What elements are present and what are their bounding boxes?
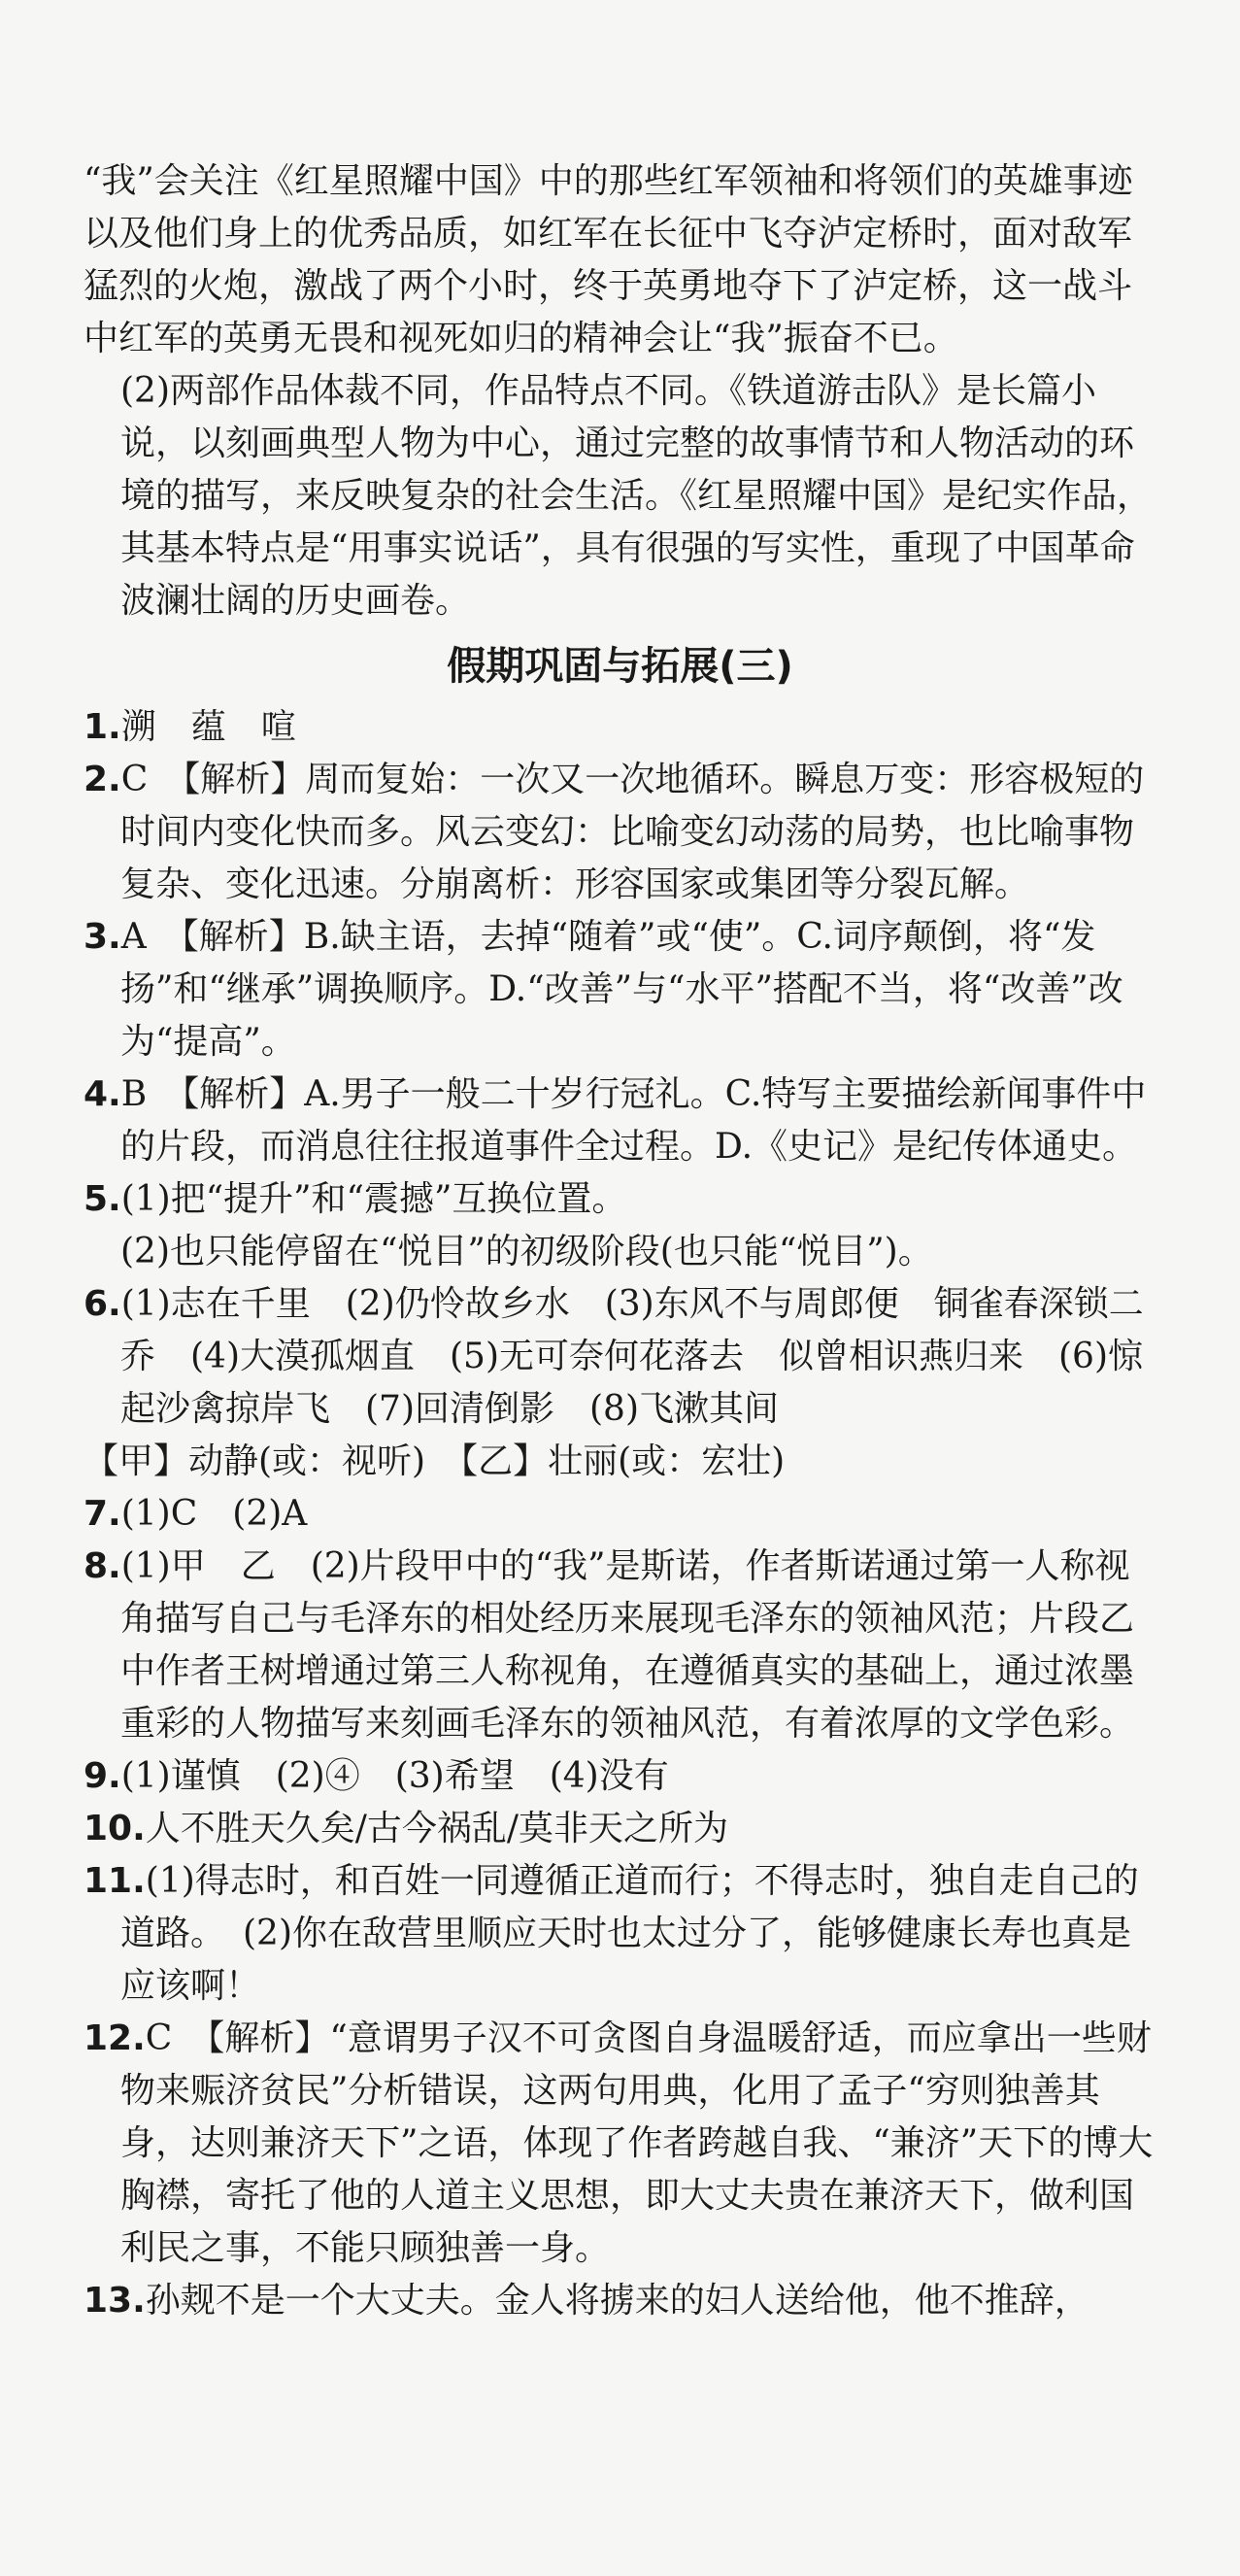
section-title: 假期巩固与拓展(三) bbox=[447, 644, 793, 689]
answer-item-9: 9.(1)谨慎 (2)④ (3)希望 (4)没有 bbox=[84, 1756, 669, 1796]
answer-item-13: 13.孙觌不是一个大丈夫。金人将掳来的妇人送给他，他不推辞， bbox=[84, 2281, 1089, 2321]
answer-item-10: 10.人不胜天久矣/古今祸乱/莫非天之所为 bbox=[84, 1809, 729, 1848]
answer-item-2: 2.C 【解析】周而复始：一次又一次地循环。瞬息万变：形容极短的时间内变化快而多。风云变幻：比喻变幻动荡的局势，也比喻事物复杂、变化迅速。分崩离析：形容国家或集团等分裂瓦解。 bbox=[84, 760, 1145, 904]
answer-item-4: 4.B 【解析】A.男子一般二十岁行冠礼。C.特写主要描绘新闻事件中的片段，而消息往往报道事件全过程。D.《史记》是纪传体通史。 bbox=[84, 1074, 1147, 1167]
intro-paragraph-2: (2)两部作品体裁不同，作品特点不同。《铁道游击队》是长篇小说，以刻画典型人物为中心，通过完整的故事情节和人物活动的环境的描写，来反映复杂的社会生活。《红星照耀中国》是纪实作品，其基本特点是“用事实说话”，具有很强的写实性，重现了中国革命波澜壮阔的历史画卷。 bbox=[120, 371, 1153, 621]
answer-item-7: 7.(1)C (2)A bbox=[84, 1494, 308, 1534]
answer-item-1: 1.溯 蕴 喧 bbox=[84, 707, 296, 747]
answer-list bbox=[84, 701, 1156, 2327]
answer-item-11: 11.(1)得志时，和百姓一同遵循正道而行；不得志时，独自走自己的道路。 (2)你在敌营里顺应天时也太过分了，能够健康长寿也真是应该啊！ bbox=[84, 1861, 1139, 2006]
intro-paragraph-1: “我”会关注《红星照耀中国》中的那些红军领袖和将领们的英雄事迹以及他们身上的优秀品质，如红军在长征中飞夺泸定桥时，面对敌军猛烈的火炮，激战了两个小时，终于英勇地夺下了泸定桥，这一战斗中红军的英勇无畏和视死如归的精神会让“我”振奋不已。 bbox=[84, 161, 1133, 358]
answer-item-8: 8.(1)甲 乙 (2)片段甲中的“我”是斯诺，作者斯诺通过第一人称视角描写自己与毛泽东的相处经历来展现毛泽东的领袖风范；片段乙中作者王树增通过第三人称视角，在遵循真实的基础上，通过浓墨重彩的人物描写来刻画毛泽东的领袖风范，有着浓厚的文学色彩。 bbox=[84, 1546, 1135, 1744]
answer-item-5: 5.(1)把“提升”和“震撼”互换位置。 bbox=[84, 1179, 627, 1219]
answer-item-12: 12.C 【解析】“意谓男子汉不可贪图自身温暖舒适，而应拿出一些财物来赈济贫民”分析错误，这两句用典，化用了孟子“穷则独善其身，达则兼济天下”之语，体现了作者跨越自我、“兼济”天下的博大胸襟，寄托了他的人道主义思想，即大丈夫贵在兼济天下，做利国利民之事，不能只顾独善一身。 bbox=[84, 2018, 1154, 2268]
answer-item-6-sub: 【甲】动静(或：视听) 【乙】壮丽(或：宏壮) bbox=[84, 1441, 786, 1481]
answer-item-5-sub: (2)也只能停留在“悦目”的初级阶段(也只能“悦目”)。 bbox=[120, 1232, 933, 1271]
answer-item-3: 3.A 【解析】B.缺主语，去掉“随着”或“使”。C.词序颠倒，将“发扬”和“继承”调换顺序。D.“改善”与“水平”搭配不当，将“改善”改为“提高”。 bbox=[84, 917, 1123, 1062]
answer-item-6: 6.(1)志在千里 (2)仍怜故乡水 (3)东风不与周郎便 铜雀春深锁二乔 (4)大漠孤烟直 (5)无可奈何花落去 似曾相识燕归来 (6)惊起沙禽掠岸飞 (7)回清倒影 (8)飞漱其间 bbox=[84, 1284, 1144, 1429]
